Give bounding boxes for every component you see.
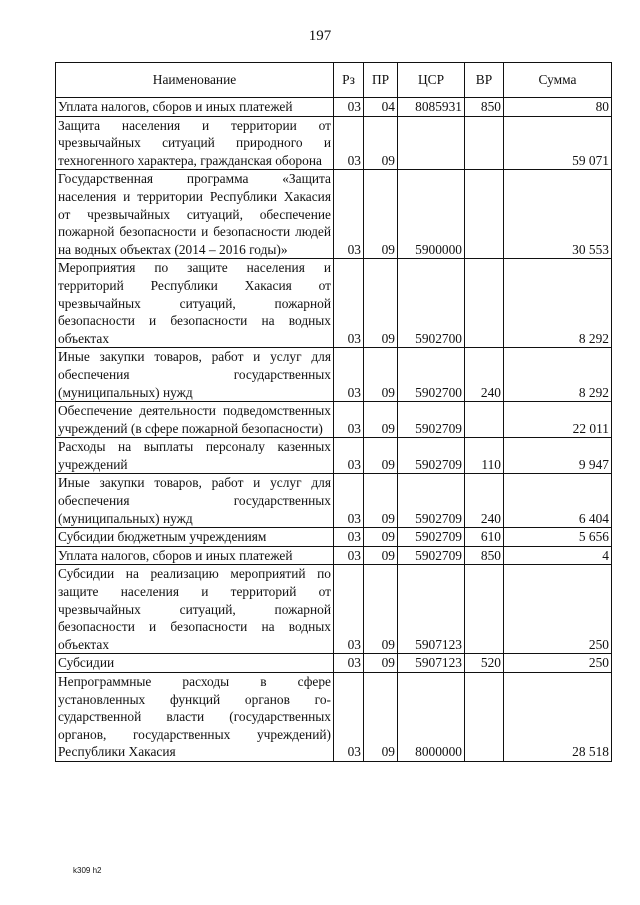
row-csr: 5902709 xyxy=(398,546,465,565)
row-sum: 30 553 xyxy=(504,170,612,259)
row-vr xyxy=(465,259,504,348)
table-row xyxy=(56,170,612,259)
row-rz: 03 xyxy=(334,654,364,673)
header-name: Наименование xyxy=(56,63,334,98)
row-rz: 03 xyxy=(334,565,364,654)
row-rz: 03 xyxy=(334,474,364,528)
table-row xyxy=(56,565,612,654)
header-sum: Сумма xyxy=(504,63,612,98)
table-row xyxy=(56,546,612,565)
row-name: Уплата налогов, сборов и иных платежей xyxy=(56,546,334,565)
row-csr: 8085931 xyxy=(398,98,465,117)
row-name: Расходы на выплаты персоналу казенных учреждений xyxy=(56,438,334,474)
table-row xyxy=(56,402,612,438)
row-vr xyxy=(465,116,504,170)
header-vr: ВР xyxy=(465,63,504,98)
header-pr: ПР xyxy=(364,63,398,98)
row-csr: 5902709 xyxy=(398,528,465,547)
row-name: Защита населения и территории от чрезвычайных ситуаций природного и техногенного характера, гражданская оборона xyxy=(56,116,334,170)
row-pr: 09 xyxy=(364,116,398,170)
row-sum: 59 071 xyxy=(504,116,612,170)
row-rz: 03 xyxy=(334,546,364,565)
row-sum: 6 404 xyxy=(504,474,612,528)
table-row xyxy=(56,259,612,348)
row-sum: 250 xyxy=(504,565,612,654)
page-number: 197 xyxy=(308,28,332,44)
row-sum: 80 xyxy=(504,98,612,117)
row-sum: 250 xyxy=(504,654,612,673)
row-pr: 09 xyxy=(364,438,398,474)
row-name: Обеспечение деятельности подведомственных учреждений (в сфере пожарной безопасности) xyxy=(56,402,334,438)
table-row xyxy=(56,116,612,170)
table-row xyxy=(56,528,612,547)
table-header-row xyxy=(56,63,612,98)
row-pr: 09 xyxy=(364,565,398,654)
table-row xyxy=(56,654,612,673)
row-rz: 03 xyxy=(334,348,364,402)
row-sum: 4 xyxy=(504,546,612,565)
row-name: Иные закупки товаров, работ и услуг для обеспечения государственных (муниципальных) нужд xyxy=(56,474,334,528)
row-name: Государственная программа «Защита населения и территории Республики Хакасия от чрезвычайных ситуаций, обеспечение пожарной безопасности и безопасности людей на водных объектах (2014 – 2016 годы)» xyxy=(56,170,334,259)
row-vr: 850 xyxy=(465,98,504,117)
row-csr: 5907123 xyxy=(398,654,465,673)
row-csr: 5902709 xyxy=(398,474,465,528)
row-rz: 03 xyxy=(334,402,364,438)
row-name: Уплата налогов, сборов и иных платежей xyxy=(56,98,334,117)
row-sum: 28 518 xyxy=(504,673,612,762)
row-sum: 9 947 xyxy=(504,438,612,474)
row-name: Субсидии бюджетным учреждениям xyxy=(56,528,334,547)
table-row xyxy=(56,348,612,402)
row-sum: 22 011 xyxy=(504,402,612,438)
row-pr: 09 xyxy=(364,654,398,673)
row-rz: 03 xyxy=(334,116,364,170)
row-vr: 110 xyxy=(465,438,504,474)
footer-code: k309 h2 xyxy=(73,866,102,875)
row-vr xyxy=(465,565,504,654)
row-pr: 04 xyxy=(364,98,398,117)
row-rz: 03 xyxy=(334,438,364,474)
row-csr: 5902700 xyxy=(398,348,465,402)
row-vr: 850 xyxy=(465,546,504,565)
budget-table xyxy=(55,62,612,762)
row-pr: 09 xyxy=(364,474,398,528)
row-csr: 8000000 xyxy=(398,673,465,762)
table-row xyxy=(56,98,612,117)
row-sum: 8 292 xyxy=(504,259,612,348)
row-rz: 03 xyxy=(334,259,364,348)
row-rz: 03 xyxy=(334,170,364,259)
row-vr xyxy=(465,402,504,438)
row-pr: 09 xyxy=(364,259,398,348)
row-pr: 09 xyxy=(364,528,398,547)
row-vr: 520 xyxy=(465,654,504,673)
row-vr: 240 xyxy=(465,474,504,528)
row-vr: 610 xyxy=(465,528,504,547)
row-pr: 09 xyxy=(364,673,398,762)
row-vr: 240 xyxy=(465,348,504,402)
row-pr: 09 xyxy=(364,546,398,565)
row-rz: 03 xyxy=(334,673,364,762)
row-csr: 5902700 xyxy=(398,259,465,348)
row-name: Субсидии на реализацию мероприятий по защите населения и территорий от чрезвычайных ситуаций, пожарной безопасности и безопасности на водных объектах xyxy=(56,565,334,654)
row-csr: 5907123 xyxy=(398,565,465,654)
table-row xyxy=(56,474,612,528)
row-name: Субсидии xyxy=(56,654,334,673)
row-rz: 03 xyxy=(334,98,364,117)
table-row xyxy=(56,673,612,762)
row-name: Иные закупки товаров, работ и услуг для обеспечения государственных (муниципальных) нужд xyxy=(56,348,334,402)
row-pr: 09 xyxy=(364,402,398,438)
row-sum: 5 656 xyxy=(504,528,612,547)
header-rz: Рз xyxy=(334,63,364,98)
row-csr: 5900000 xyxy=(398,170,465,259)
table-row xyxy=(56,438,612,474)
row-csr xyxy=(398,116,465,170)
row-csr: 5902709 xyxy=(398,402,465,438)
row-vr xyxy=(465,673,504,762)
row-rz: 03 xyxy=(334,528,364,547)
row-csr: 5902709 xyxy=(398,438,465,474)
row-pr: 09 xyxy=(364,348,398,402)
row-name: Непрограммные расходы в сфере установленных функций органов государственной власти (государственных органов, государственных учреждений) Республики Хакасия xyxy=(56,673,334,762)
row-vr xyxy=(465,170,504,259)
row-pr: 09 xyxy=(364,170,398,259)
header-csr: ЦСР xyxy=(398,63,465,98)
row-sum: 8 292 xyxy=(504,348,612,402)
row-name: Мероприятия по защите населения и территорий Республики Хакасия от чрезвычайных ситуаций, пожарной безопасности и безопасности на водных объектах xyxy=(56,259,334,348)
